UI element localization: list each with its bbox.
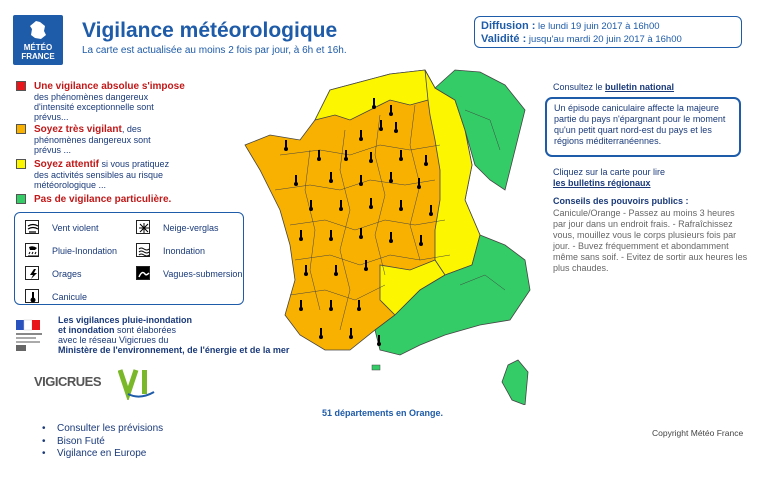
- phenomenon-label: Pluie-Inondation: [52, 246, 118, 256]
- conseils-section: [553, 196, 748, 274]
- phenomenon-label: Orages: [52, 269, 82, 279]
- phenomenon-rain-flood: [25, 246, 117, 256]
- legend-red: [16, 81, 186, 122]
- phenomenon-label: Vent violent: [52, 223, 99, 233]
- bulletin-national-link[interactable]: bulletin national: [605, 82, 675, 92]
- legend-orange-text: , des phénomènes dangereux sont prévus ...: [34, 124, 151, 155]
- phenomenon-wind: [25, 223, 99, 233]
- logo-text-1: MÉTÉO: [23, 43, 53, 52]
- legend-green: [16, 194, 186, 205]
- diffusion-value: le lundi 19 juin 2017 à 16h00: [538, 21, 660, 32]
- region-corsica: [502, 360, 528, 405]
- conseils-title: Conseils des pouvoirs publics :: [553, 196, 689, 206]
- phenomenon-flood: [136, 246, 205, 256]
- legend-green-title: Pas de vigilance particulière.: [34, 194, 172, 205]
- vigicrues-logo-icon[interactable]: [118, 366, 160, 400]
- legend-green-swatch: [16, 194, 26, 204]
- vigilance-map[interactable]: [240, 60, 540, 405]
- regional-bulletins-line: [553, 167, 743, 189]
- diffusion-box: [474, 16, 742, 48]
- validity-label: Validité :: [481, 33, 527, 45]
- phenomena-legend: [14, 212, 244, 305]
- departments-count: 51 départements en Orange.: [322, 408, 444, 418]
- legend-orange: [16, 124, 166, 155]
- flood-icon: [136, 243, 150, 257]
- link-bison-fute[interactable]: • Bison Futé: [42, 436, 163, 449]
- vigi-note-line2: sont élaborées: [114, 325, 177, 335]
- overseas-marker: [372, 365, 380, 370]
- copyright: Copyright Météo France: [652, 428, 744, 438]
- vigi-note-line4: Ministère de l'environnement, de l'énergie et de la mer: [58, 345, 290, 355]
- ministry-logo: [14, 318, 44, 352]
- click-text: Cliquez sur la carte pour lire: [553, 167, 666, 177]
- legend-yellow-title: Soyez attentif: [34, 159, 100, 170]
- phenomenon-label: Inondation: [163, 246, 206, 256]
- storm-icon: [25, 266, 39, 280]
- phenomenon-label: Canicule: [52, 292, 88, 302]
- legend-yellow: [16, 159, 186, 190]
- conseils-text: Canicule/Orange - Passez au moins 3 heures par jour dans un endroit frais. - Rafraîchissez vous, mouillez vous le corps plusieurs fois par jour. - Buvez fréquemment et abondamment même sans soif. - Evitez de sortir aux heures les plus chaudes.: [553, 208, 748, 273]
- legend-orange-swatch: [16, 124, 26, 134]
- legend-yellow-text: si vous pratiquez des activités sensibles au risque météorologique ...: [34, 159, 170, 190]
- links-list: [42, 423, 163, 461]
- bulletin-national-line: [553, 82, 674, 93]
- heat-icon: [25, 289, 39, 303]
- bulletin-text: Un épisode caniculaire affecte la majeure partie du pays n'épargnant pour le moment qu'un petit quart nord-est du pays et les régions méditerranéennes.: [554, 103, 726, 146]
- bulletin-summary-box: [545, 97, 741, 157]
- phenomenon-label: Neige-verglas: [163, 223, 219, 233]
- phenomenon-snow: [136, 223, 219, 233]
- link-previsions[interactable]: • Consulter les prévisions: [42, 423, 163, 436]
- rain-flood-icon: [25, 243, 39, 257]
- vigi-note-line1: Les vigilances pluie-inondation: [58, 315, 193, 325]
- page-subtitle: La carte est actualisée au moins 2 fois par jour, à 6h et 16h.: [82, 45, 347, 56]
- phenomenon-waves: [136, 269, 242, 279]
- bulletin-prefix: Consultez le: [553, 82, 603, 92]
- legend-orange-title: Soyez très vigilant: [34, 124, 122, 135]
- vigi-note-line2-bold: et inondation: [58, 325, 115, 335]
- vigi-note-line3: avec le réseau Vigicrues du: [58, 335, 169, 345]
- regional-bulletins-link[interactable]: les bulletins régionaux: [553, 178, 651, 188]
- wind-icon: [25, 220, 39, 234]
- page-title: Vigilance météorologique: [82, 19, 338, 42]
- snow-ice-icon: [136, 220, 150, 234]
- phenomenon-storm: [25, 269, 82, 279]
- link-vigilance-europe[interactable]: • Vigilance en Europe: [42, 448, 163, 461]
- waves-icon: [136, 266, 150, 280]
- logo-text-2: FRANCE: [21, 52, 55, 61]
- france-map-icon: [30, 21, 46, 39]
- legend-red-text: des phénomènes dangereux d'intensité exceptionnelle sont prévus...: [34, 92, 154, 122]
- legend-yellow-swatch: [16, 159, 26, 169]
- vigicrues-wordmark[interactable]: VIGICRUES: [34, 374, 102, 389]
- meteo-france-logo[interactable]: [13, 15, 63, 65]
- legend-red-title: Une vigilance absolue s'impose: [34, 81, 185, 92]
- legend-red-swatch: [16, 81, 26, 91]
- validity-value: jusqu'au mardi 20 juin 2017 à 16h00: [528, 34, 682, 45]
- phenomenon-heat: [25, 292, 87, 302]
- phenomenon-label: Vagues-submersion: [163, 269, 243, 279]
- diffusion-label: Diffusion :: [481, 20, 536, 32]
